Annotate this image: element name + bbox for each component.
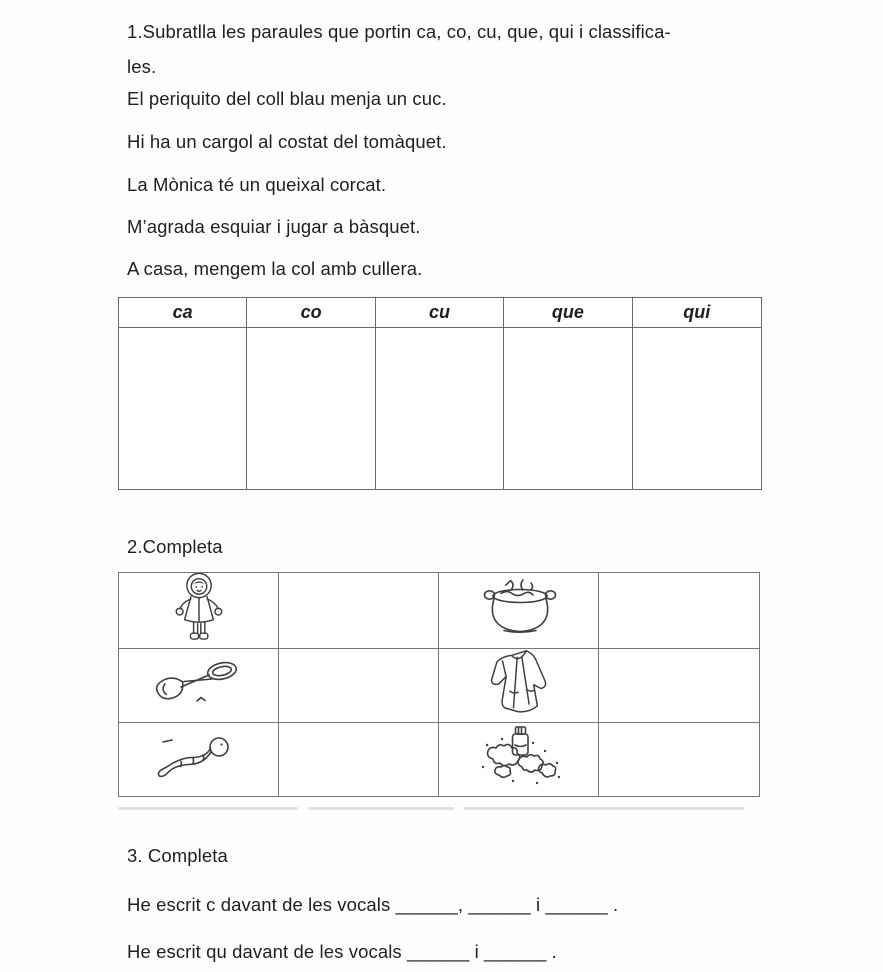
eskimo-child-icon [169, 573, 229, 649]
table1-header-ca: ca [119, 298, 247, 328]
table1-header-qui: qui [633, 298, 761, 328]
table1-empty-cell-qui [633, 328, 761, 489]
sentence-2: Hi ha un cargol al costat del tomàquet. [127, 131, 447, 152]
exercise3-heading: 3. Completa [127, 845, 228, 866]
completa-cell-pot [439, 573, 599, 649]
completa-write-cell [279, 649, 439, 723]
completa-cell-jacket [439, 649, 599, 723]
bottle-splash-icon [469, 725, 569, 794]
completa-cell-splash [439, 723, 599, 796]
completa-write-cell [279, 573, 439, 649]
table1-header-cu: cu [376, 298, 504, 328]
completa-cell-necktie [119, 649, 279, 723]
necktie-cord-icon [151, 658, 247, 713]
exercise2-heading: 2.Completa [127, 536, 223, 557]
completa-write-cell [279, 723, 439, 796]
table1-empty-cell-co [247, 328, 375, 489]
table1-header-que: que [504, 298, 632, 328]
completa-write-cell [599, 573, 759, 649]
completa-write-cell [599, 649, 759, 723]
table1-header-co: co [247, 298, 375, 328]
classification-table [118, 297, 762, 490]
sentence-4: M’agrada esquiar i jugar a bàsquet. [127, 216, 421, 237]
scan-smudge [118, 807, 298, 810]
sentence-3: La Mònica té un queixal corcat. [127, 174, 387, 195]
worm-icon [155, 733, 243, 786]
exercise3-line1: He escrit c davant de les vocals ______, ______ i ______ . [127, 894, 619, 915]
completa-cell-worm [119, 723, 279, 796]
exercise1-title-line1: 1.Subratlla les paraules que portin ca, co, cu, que, qui i classifica- [127, 21, 671, 42]
cooking-pot-icon [473, 578, 565, 643]
exercise3-line2: He escrit qu davant de les vocals ______ i ______ . [127, 941, 557, 962]
completa-write-cell [599, 723, 759, 796]
scan-smudge [308, 807, 454, 810]
table1-empty-cell-ca [119, 328, 247, 489]
jacket-icon [482, 649, 556, 722]
exercise1-title-line2: les. [127, 56, 157, 77]
table1-empty-cell-que [504, 328, 632, 489]
sentence-1: El periquito del coll blau menja un cuc. [127, 88, 447, 109]
table1-empty-cell-cu [376, 328, 504, 489]
completa-cell-eskimo [119, 573, 279, 649]
scan-smudge [464, 807, 744, 810]
completa-table [118, 572, 760, 797]
sentence-5: A casa, mengem la col amb cullera. [127, 258, 423, 279]
